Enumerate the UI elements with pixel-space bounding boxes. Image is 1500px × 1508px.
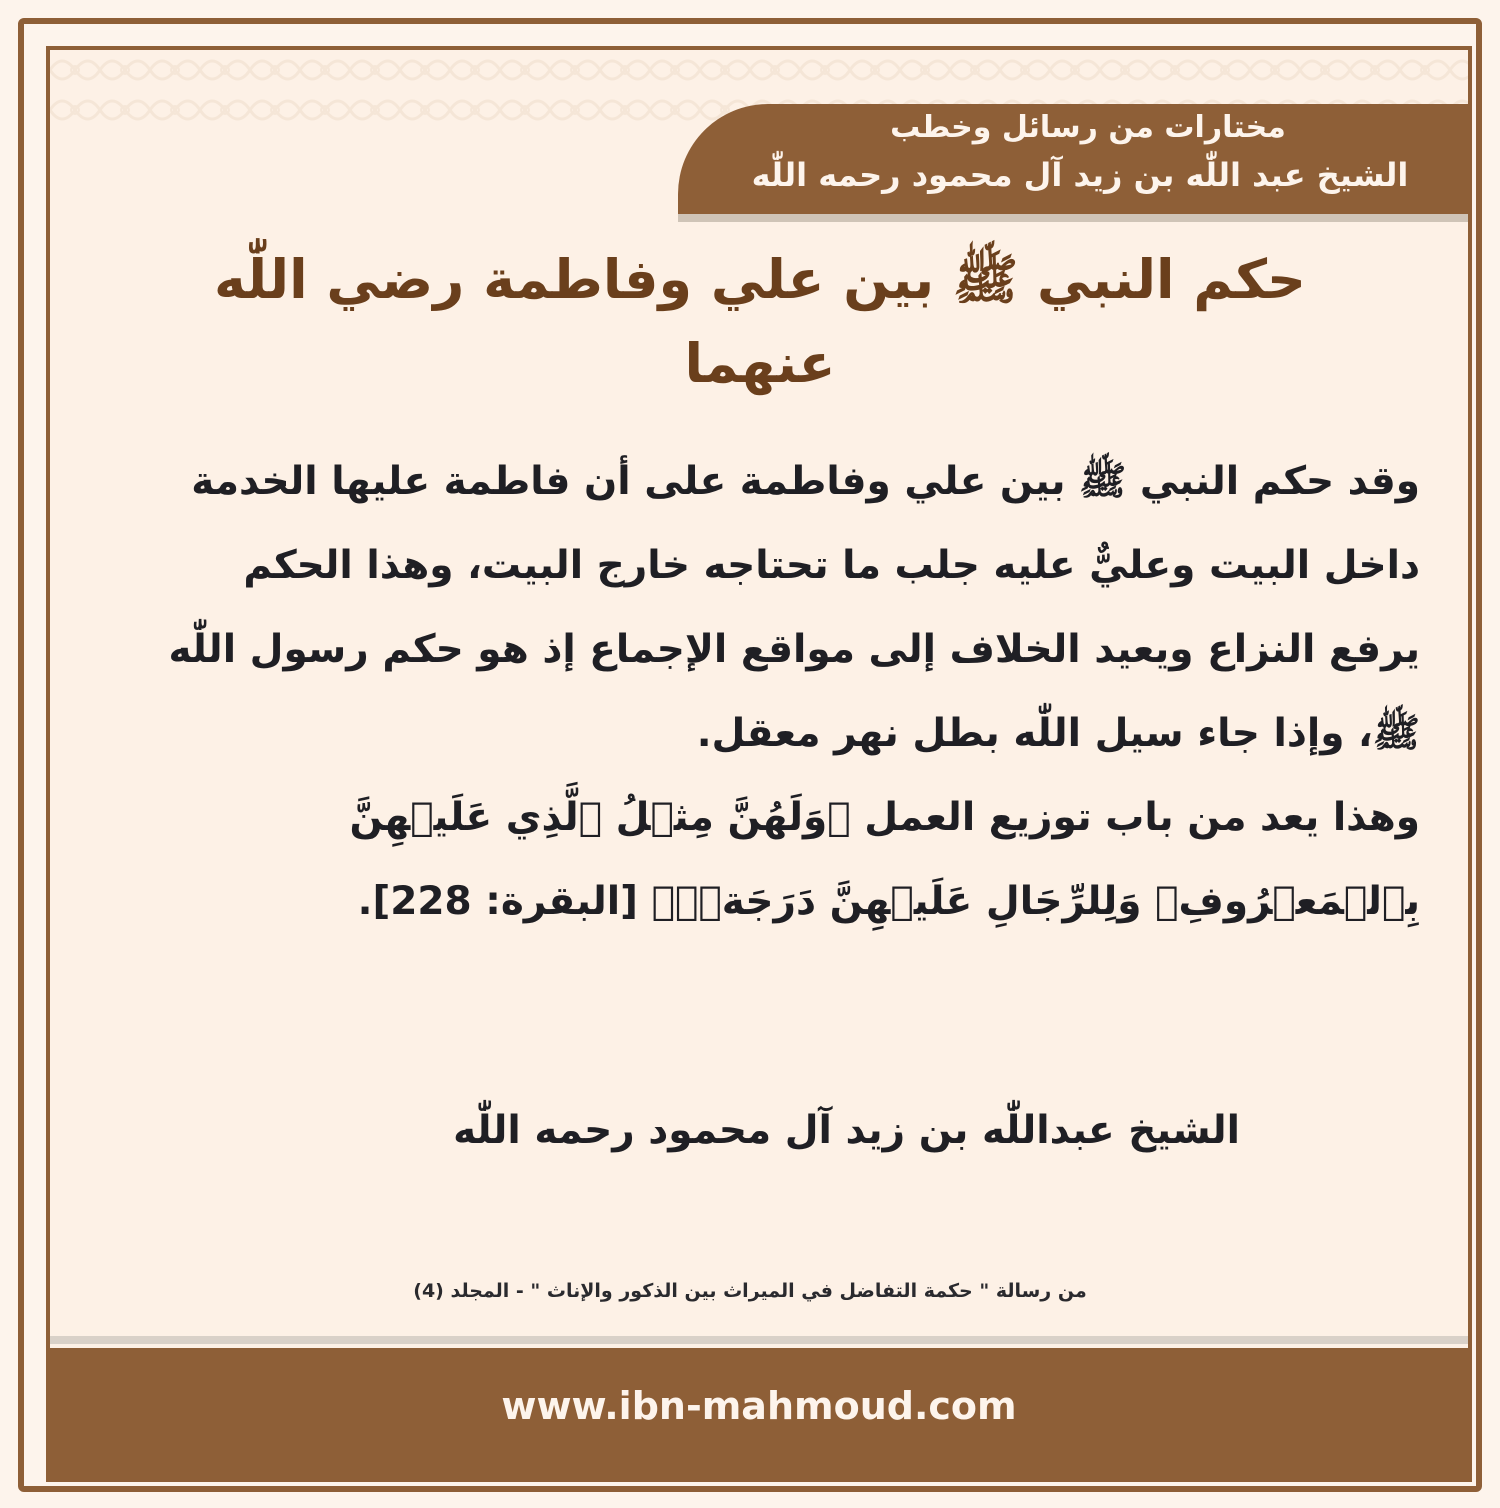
paragraph: وهذا يعد من باب توزيع العمل ﴿وَلَهُنَّ مِثۡلُ ٱلَّذِي عَلَيۡهِنَّ بِٱلۡمَعۡرُوفِۚ وَلِلرِّجَالِ عَلَيۡهِنَّ دَرَجَةٞۗ﴾ [البقرة: 228]. (349, 795, 1420, 924)
outer-frame (18, 18, 1482, 1492)
source-citation: من رسالة " حكمة التفاضل في الميراث بين الذكور والإناث " - المجلد (4) (413, 1280, 1087, 1302)
paragraph: وقد حكم النبي ﷺ بين علي وفاطمة على أن فاطمة عليها الخدمة داخل البيت وعليٌّ عليه جلب ما تحتاجه خارج البيت، وهذا الحكم يرفع النزاع ويعيد الخلاف إلى مواقع الإجماع إذ هو حكم رسول اللّٰه ﷺ، وإذا جاء سيل اللّٰه بطل نهر معقل. (168, 459, 1420, 756)
article-body (150, 440, 1420, 944)
header-banner (678, 104, 1468, 214)
footer-bar (50, 1348, 1468, 1478)
series-title: مختارات من رسائل وخطب (890, 110, 1286, 145)
author-signature: الشيخ عبداللّٰه بن زيد آل محمود رحمه اللّٰه (453, 1108, 1240, 1153)
inner-frame (46, 46, 1472, 1482)
divider (50, 1336, 1468, 1344)
series-author: الشيخ عبد اللّٰه بن زيد آل محمود رحمه اللّٰه (751, 156, 1409, 194)
website-link[interactable]: www.ibn-mahmoud.com (501, 1384, 1017, 1428)
page-title: حكم النبي ﷺ بين علي وفاطمة رضي اللّٰه عنهما (214, 248, 1306, 395)
